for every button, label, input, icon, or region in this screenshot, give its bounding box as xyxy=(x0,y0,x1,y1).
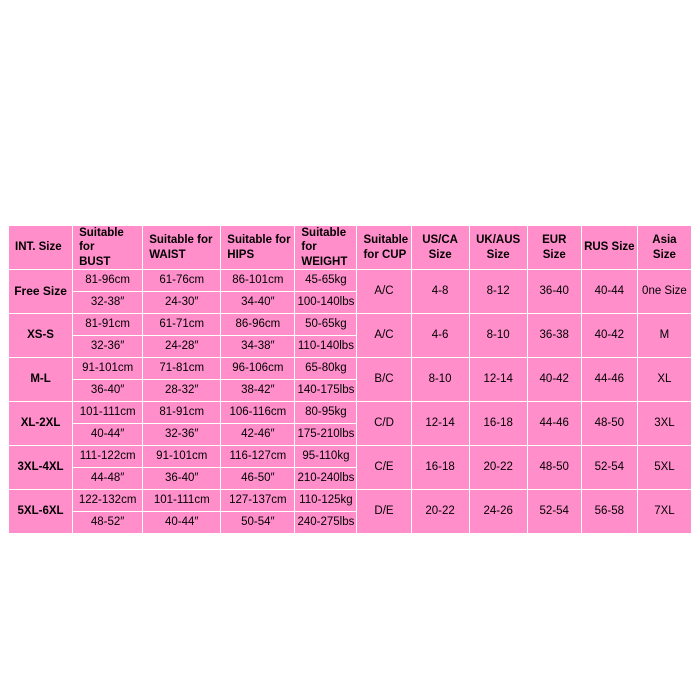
header-bust xyxy=(73,226,143,270)
cell-uk-aus: 24-26 xyxy=(469,490,527,534)
header-cup-line1: Suitable xyxy=(363,234,409,247)
row-label-xs-s: XS-S xyxy=(9,314,73,358)
cell-eur: 36-38 xyxy=(527,314,581,358)
cell-waist-imperial: 28-32″ xyxy=(143,380,221,402)
cell-waist-imperial: 24-28″ xyxy=(143,336,221,358)
row-label-5xl-6xl: 5XL-6XL xyxy=(9,490,73,534)
cell-us-ca: 12-14 xyxy=(411,402,469,446)
cell-weight-metric: 45-65kg xyxy=(295,270,357,292)
cell-us-ca: 20-22 xyxy=(411,490,469,534)
row-label-3xl-4xl: 3XL-4XL xyxy=(9,446,73,490)
cell-waist-metric: 61-71cm xyxy=(143,314,221,336)
cell-bust-imperial: 40-44″ xyxy=(73,424,143,446)
cell-uk-aus: 16-18 xyxy=(469,402,527,446)
cell-us-ca: 8-10 xyxy=(411,358,469,402)
cell-us-ca: 16-18 xyxy=(411,446,469,490)
cell-hips-metric: 127-137cm xyxy=(221,490,295,512)
cell-cup: C/E xyxy=(357,446,411,490)
cell-weight-imperial: 175-210lbs xyxy=(295,424,357,446)
cell-hips-imperial: 46-50″ xyxy=(221,468,295,490)
cell-rus: 52-54 xyxy=(581,446,637,490)
cell-uk-aus: 20-22 xyxy=(469,446,527,490)
cell-weight-metric: 110-125kg xyxy=(295,490,357,512)
cell-waist-metric: 91-101cm xyxy=(143,446,221,468)
cell-weight-metric: 95-110kg xyxy=(295,446,357,468)
header-weight-line2: WEIGHT xyxy=(301,255,348,268)
table-row xyxy=(9,402,692,424)
header-hips xyxy=(221,226,295,270)
size-chart-table xyxy=(8,225,692,534)
header-rus: RUS Size xyxy=(581,226,637,270)
cell-hips-metric: 86-96cm xyxy=(221,314,295,336)
cell-bust-metric: 101-111cm xyxy=(73,402,143,424)
header-asia-line2: Size xyxy=(652,248,676,261)
cell-bust-metric: 81-96cm xyxy=(73,270,143,292)
cell-cup: A/C xyxy=(357,270,411,314)
cell-hips-imperial: 38-42″ xyxy=(221,380,295,402)
cell-hips-metric: 96-106cm xyxy=(221,358,295,380)
cell-waist-metric: 71-81cm xyxy=(143,358,221,380)
row-label-free-size: Free Size xyxy=(9,270,73,314)
header-waist-line2: WAIST xyxy=(149,248,186,261)
cell-cup: B/C xyxy=(357,358,411,402)
cell-cup: A/C xyxy=(357,314,411,358)
header-waist-line1: Suitable for xyxy=(149,234,213,247)
cell-hips-metric: 106-116cm xyxy=(221,402,295,424)
cell-asia: 3XL xyxy=(637,402,691,446)
cell-eur: 40-42 xyxy=(527,358,581,402)
cell-eur: 44-46 xyxy=(527,402,581,446)
cell-bust-metric: 111-122cm xyxy=(73,446,143,468)
header-weight-line1: Suitable for xyxy=(301,227,347,254)
cell-hips-metric: 116-127cm xyxy=(221,446,295,468)
cell-bust-imperial: 32-38″ xyxy=(73,292,143,314)
cell-asia: XL xyxy=(637,358,691,402)
cell-waist-imperial: 32-36″ xyxy=(143,424,221,446)
cell-asia: 7XL xyxy=(637,490,691,534)
cell-rus: 56-58 xyxy=(581,490,637,534)
cell-hips-imperial: 50-54″ xyxy=(221,512,295,534)
row-label-m-l: M-L xyxy=(9,358,73,402)
cell-bust-metric: 81-91cm xyxy=(73,314,143,336)
cell-weight-metric: 65-80kg xyxy=(295,358,357,380)
row-label-xl-2xl: XL-2XL xyxy=(9,402,73,446)
cell-eur: 52-54 xyxy=(527,490,581,534)
cell-bust-imperial: 36-40″ xyxy=(73,380,143,402)
cell-rus: 44-46 xyxy=(581,358,637,402)
cell-uk-aus: 8-12 xyxy=(469,270,527,314)
header-asia-line1: Asia xyxy=(652,234,677,247)
cell-eur: 36-40 xyxy=(527,270,581,314)
header-bust-line2: BUST xyxy=(79,255,111,268)
header-hips-line2: HIPS xyxy=(227,248,255,261)
table-row xyxy=(9,490,692,512)
header-cup xyxy=(357,226,411,270)
cell-weight-imperial: 110-140lbs xyxy=(295,336,357,358)
header-uk-aus-line1: UK/AUS xyxy=(476,234,521,247)
header-hips-line1: Suitable for xyxy=(227,234,291,247)
header-us-ca-line1: US/CA xyxy=(422,234,458,247)
cell-cup: C/D xyxy=(357,402,411,446)
cell-bust-imperial: 44-48″ xyxy=(73,468,143,490)
cell-uk-aus: 8-10 xyxy=(469,314,527,358)
header-weight xyxy=(295,226,357,270)
cell-waist-imperial: 24-30″ xyxy=(143,292,221,314)
cell-rus: 40-44 xyxy=(581,270,637,314)
cell-asia: 0ne Size xyxy=(637,270,691,314)
cell-waist-imperial: 36-40″ xyxy=(143,468,221,490)
cell-rus: 48-50 xyxy=(581,402,637,446)
cell-weight-metric: 50-65kg xyxy=(295,314,357,336)
cell-waist-metric: 81-91cm xyxy=(143,402,221,424)
header-eur xyxy=(527,226,581,270)
header-us-ca-line2: Size xyxy=(428,248,452,261)
cell-cup: D/E xyxy=(357,490,411,534)
cell-us-ca: 4-6 xyxy=(411,314,469,358)
cell-weight-imperial: 240-275lbs xyxy=(295,512,357,534)
header-int-size: INT. Size xyxy=(9,226,73,270)
cell-bust-metric: 122-132cm xyxy=(73,490,143,512)
cell-weight-imperial: 100-140lbs xyxy=(295,292,357,314)
cell-bust-imperial: 48-52″ xyxy=(73,512,143,534)
cell-weight-imperial: 210-240lbs xyxy=(295,468,357,490)
header-asia xyxy=(637,226,691,270)
header-uk-aus xyxy=(469,226,527,270)
table-row xyxy=(9,314,692,336)
header-eur-line2: Size xyxy=(542,248,566,261)
cell-hips-imperial: 34-38″ xyxy=(221,336,295,358)
cell-weight-imperial: 140-175lbs xyxy=(295,380,357,402)
cell-rus: 40-42 xyxy=(581,314,637,358)
header-eur-line1: EUR xyxy=(542,234,567,247)
header-uk-aus-line2: Size xyxy=(486,248,510,261)
cell-us-ca: 4-8 xyxy=(411,270,469,314)
header-us-ca xyxy=(411,226,469,270)
cell-waist-imperial: 40-44″ xyxy=(143,512,221,534)
table-row xyxy=(9,358,692,380)
cell-asia: M xyxy=(637,314,691,358)
cell-uk-aus: 12-14 xyxy=(469,358,527,402)
table-header-row xyxy=(9,226,692,270)
cell-waist-metric: 101-111cm xyxy=(143,490,221,512)
table-row xyxy=(9,446,692,468)
cell-hips-imperial: 34-40″ xyxy=(221,292,295,314)
cell-hips-imperial: 42-46″ xyxy=(221,424,295,446)
header-bust-line1: Suitable for xyxy=(79,227,124,254)
cell-asia: 5XL xyxy=(637,446,691,490)
cell-bust-metric: 91-101cm xyxy=(73,358,143,380)
cell-weight-metric: 80-95kg xyxy=(295,402,357,424)
cell-hips-metric: 86-101cm xyxy=(221,270,295,292)
size-chart-container xyxy=(8,225,692,534)
cell-eur: 48-50 xyxy=(527,446,581,490)
cell-bust-imperial: 32-36″ xyxy=(73,336,143,358)
table-row xyxy=(9,270,692,292)
header-waist xyxy=(143,226,221,270)
cell-waist-metric: 61-76cm xyxy=(143,270,221,292)
header-cup-line2: for CUP xyxy=(363,248,407,261)
